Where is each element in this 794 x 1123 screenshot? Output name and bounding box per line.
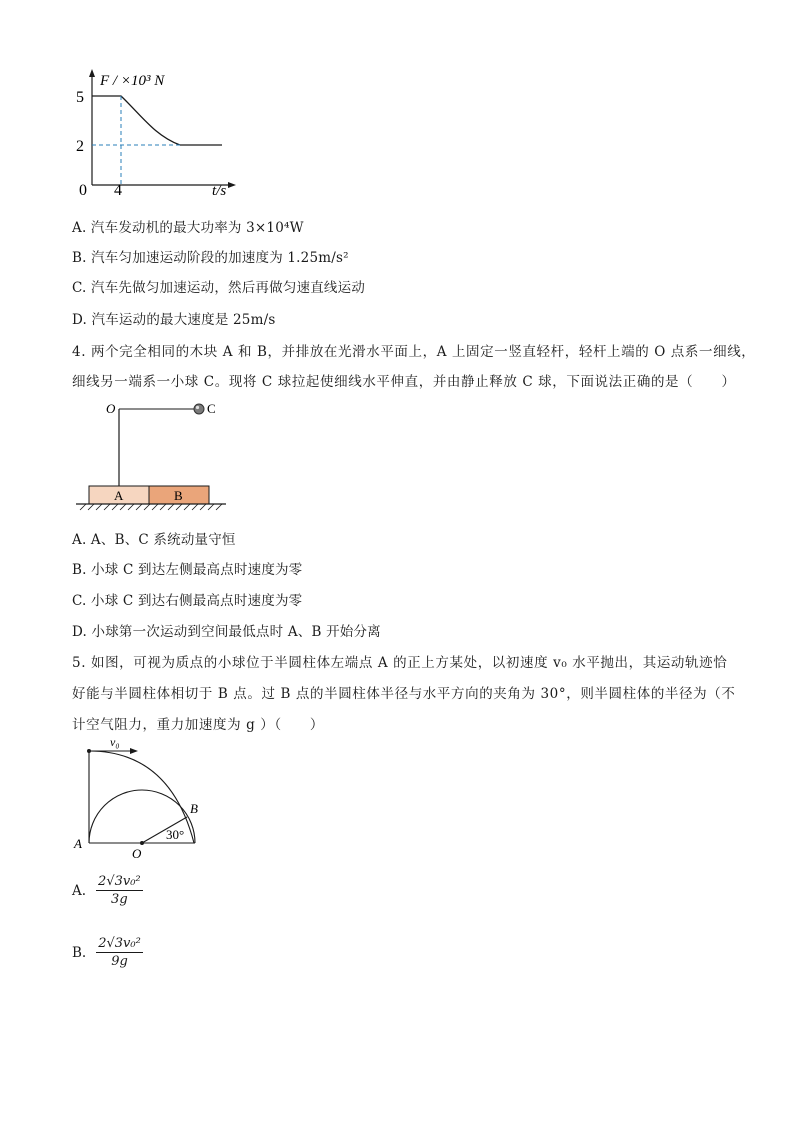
q5-stem-line3: 计空气阻力，重力加速度为 g ）（ ） [72,717,324,733]
tick-5: 5 [76,89,84,106]
q5-option-b-label: B. [72,944,87,961]
point-o [140,841,144,845]
origin-label: 0 [79,182,87,199]
q3-option-d: D. 汽车运动的最大速度是 25m/s [72,312,276,328]
y-axis-arrow [89,69,95,77]
label-c: C [207,401,216,416]
force-curve [92,96,222,145]
q5-option-a [72,874,143,907]
blocks-pendulum-figure [72,396,232,512]
label-o: O [132,846,142,861]
label-o: O [106,401,116,416]
label-b: B [174,488,183,503]
label-v0: v₀ [110,735,120,749]
q5-option-a-numerator: 2√3v₀² [98,874,141,889]
q4-stem-line1: 4. 两个完全相同的木块 A 和 B，并排放在光滑水平面上，A 上固定一竖直轻杆，轻杆上端的 O 点系一细线， [72,344,756,360]
x-axis-label: t/s [212,183,227,199]
q5-option-b-fraction [96,936,143,969]
q5-option-b [72,936,143,969]
label-a: A [74,836,82,851]
q5-stem-line1: 5. 如图，可视为质点的小球位于半圆柱体左端点 A 的正上方某处，以初速度 v₀ 水平抛出，其运动轨迹恰 [72,655,728,671]
projectile-semicylinder-figure [70,734,210,862]
label-a: A [114,488,124,503]
y-axis-label: F / ×10³ N [100,73,165,89]
q4-option-c: C. 小球 C 到达右侧最高点时速度为零 [72,593,303,609]
x-axis-arrow [228,182,236,188]
q5-option-a-denominator: 3g [111,892,128,907]
q5-option-b-denominator: 9g [111,954,128,969]
q4-option-a: A. A、B、C 系统动量守恒 [72,532,236,548]
tick-4: 4 [114,182,122,199]
q5-option-a-label: A. [72,882,87,899]
q4-option-b: B. 小球 C 到达左侧最高点时速度为零 [72,562,303,578]
force-time-graph [70,66,240,200]
ground-hatching [80,504,222,510]
q3-option-b: B. 汽车匀加速运动阶段的加速度为 1.25m/s² [72,250,349,266]
q3-option-a: A. 汽车发动机的最大功率为 3×10⁴W [72,220,304,236]
tick-2: 2 [76,138,84,155]
ball-c [194,404,204,414]
q3-option-c: C. 汽车先做匀加速运动，然后再做匀速直线运动 [72,280,366,296]
q5-option-b-numerator: 2√3v₀² [98,936,141,951]
q5-option-a-fraction [96,874,143,907]
q4-option-d: D. 小球第一次运动到空间最低点时 A、B 开始分离 [72,624,381,640]
q5-stem-line2: 好能与半圆柱体相切于 B 点。过 B 点的半圆柱体半径与水平方向的夹角为 30°，则半圆柱体的半径为（不 [72,686,736,702]
q4-stem-line2: 细线另一端系一小球 C。现将 C 球拉起使细线水平伸直，并由静止释放 C 球，下面说法正确的是（ ） [72,374,736,390]
label-angle: 30° [166,827,185,842]
label-b: B [190,801,198,816]
